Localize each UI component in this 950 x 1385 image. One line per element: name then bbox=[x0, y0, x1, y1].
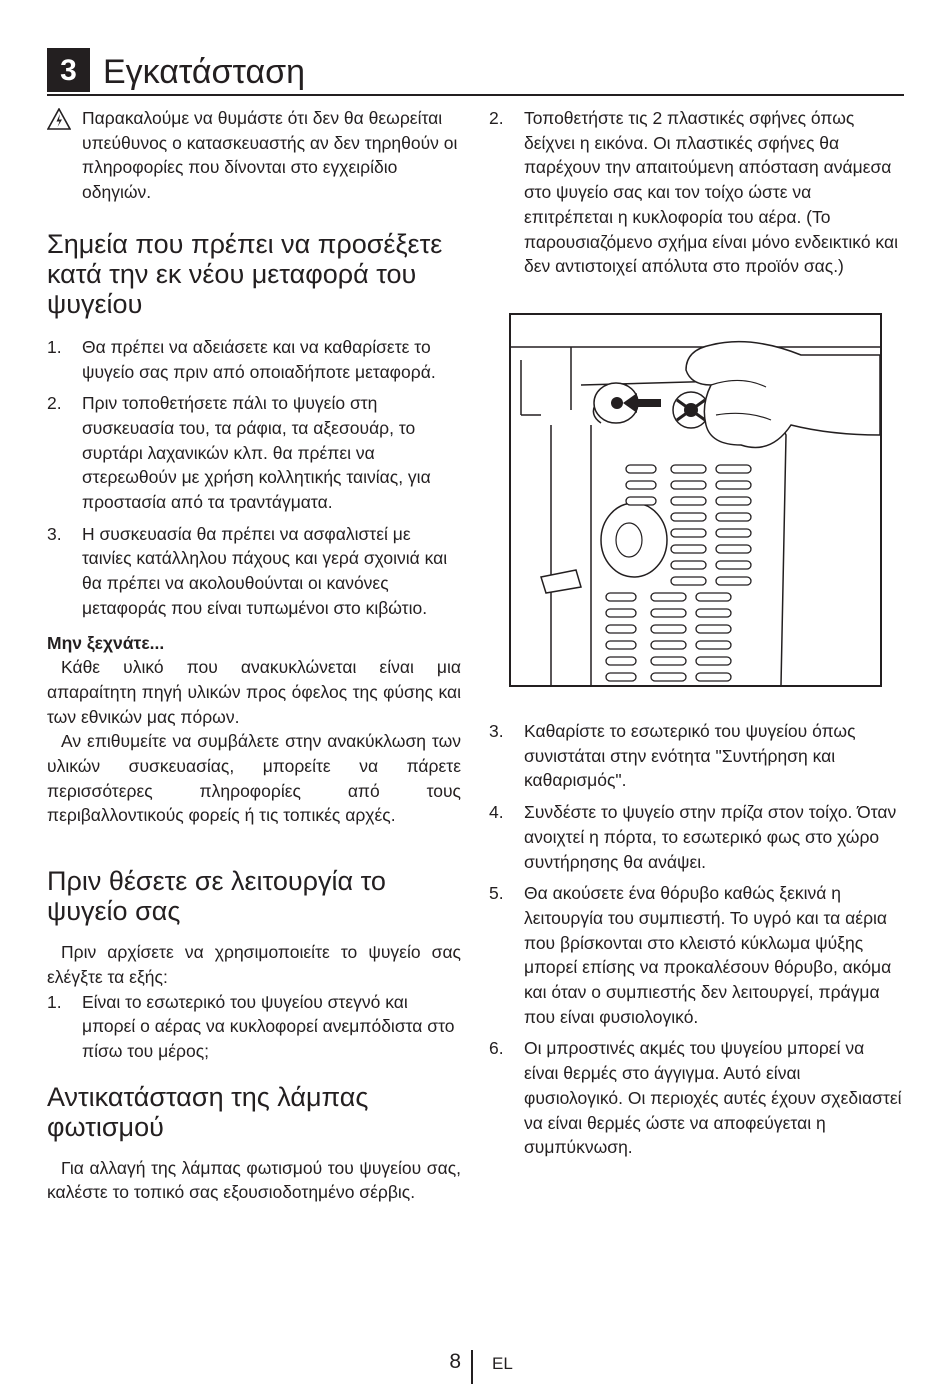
list-item: 1. Είναι το εσωτερικό του ψυγείου στεγνό και μπορεί ο αέρας να κυκλοφορεί ανεμπόδιστα στο πίσω του μέρος; bbox=[47, 991, 455, 1061]
list-item: 6. Οι μπροστινές ακμές του ψυγείου μπορεί να είναι θερμές στο άγγιγμα. Αυτό είναι φυσιολογικό. Οι περιοχές αυτές έχουν σχεδιαστεί να είναι θερμές ώστε να αποφεύγεται η συμπύκνωση. bbox=[489, 1038, 902, 1158]
footer-divider bbox=[471, 1350, 473, 1384]
chapter-number: 3 bbox=[47, 48, 90, 92]
transport-list bbox=[47, 335, 461, 621]
operation-intro: Πριν αρχίσετε να χρησιμοποιείτε το ψυγείο σας ελέγξτε τα εξής: bbox=[47, 942, 461, 987]
lamp-text: Για αλλαγή της λάμπας φωτισμού του ψυγείου σας, καλέστε το τοπικό σας εξουσιοδοτημένο σέρβις. bbox=[47, 1157, 461, 1203]
transport-heading: Σημεία που πρέπει να προσέξετε κατά την εκ νέου μεταφορά του ψυγείου bbox=[47, 228, 443, 319]
chapter-title: Εγκατάσταση bbox=[103, 53, 306, 91]
page-footer bbox=[0, 1350, 950, 1384]
reminder-title: Μην ξεχνάτε... bbox=[47, 632, 165, 653]
language-code: EL bbox=[492, 1354, 513, 1373]
lamp-heading: Αντικατάσταση της λάμπας φωτισμού bbox=[47, 1081, 369, 1142]
warning-icon bbox=[47, 108, 71, 130]
left-column bbox=[47, 106, 461, 1205]
chapter-header bbox=[47, 48, 904, 96]
page-number: 8 bbox=[449, 1350, 461, 1373]
right-column-top bbox=[489, 106, 903, 279]
wedge-illustration bbox=[509, 313, 882, 687]
list-item: 2. Τοποθετήστε τις 2 πλαστικές σφήνες όπως δείχνει η εικόνα. Οι πλαστικές σφήνες θα παρέχουν την απαιτούμενη απόσταση ανάμεσα στο ψυγείο σας και τον τοίχο ώστε να επιτρέπεται η κυκλοφορία του αέρα. (Το παρουσιαζόμενο σχήμα είναι μόνο ενδεικτικό και δεν αντιστοιχεί απόλυτα στο προϊόν σας.) bbox=[489, 108, 898, 277]
warning-note bbox=[47, 106, 461, 205]
reminder-paragraph-1: Κάθε υλικό που ανακυκλώνεται είναι μια απαραίτητη πηγή υλικών προς όφελος της φύσης και των εθνικών μας πόρων. bbox=[47, 657, 461, 727]
reminder-paragraph-2: Αν επιθυμείτε να συμβάλετε στην ανακύκλωση των υλικών συσκευασίας, μπορείτε να πάρετε περισσότερες πληροφορίες από τους περιβαλλοντικούς φορείς ή τις τοπικές αρχές. bbox=[47, 731, 461, 826]
list-item: 3. Καθαρίστε το εσωτερικό του ψυγείου όπως συνιστάται στην ενότητα "Συντήρηση και καθαρισμός". bbox=[489, 721, 856, 791]
list-item: 1. Θα πρέπει να αδειάσετε και να καθαρίσετε το ψυγείο σας πριν από οποιαδήποτε μεταφορά. bbox=[47, 336, 436, 382]
list-item: 3. Η συσκευασία θα πρέπει να ασφαλιστεί με ταινίες κατάλληλου πάχους και γερά σχοινιά και θα πρέπει να ακολουθούνται οι κανόνες μεταφοράς που είναι τυπωμένοι στο κιβώτιο. bbox=[47, 523, 448, 618]
operation-heading: Πριν θέσετε σε λειτουργία το ψυγείο σας bbox=[47, 866, 386, 927]
right-column-bottom bbox=[489, 719, 903, 1160]
list-item: 2. Πριν τοποθετήσετε πάλι το ψυγείο στη συσκευασία του, τα ράφια, τα αξεσουάρ, το συρτάρι λαχανικών κλπ. θα πρέπει να στερεωθούν με χρήση κολλητικής ταινίας, για προστασία από τα τραντάγματα. bbox=[47, 393, 431, 513]
list-item: 5. Θα ακούσετε ένα θόρυβο καθώς ξεκινά η λειτουργία του συμπιεστή. Το υγρό και τα αέρια που βρίσκονται στο κλειστό κύκλωμα ψύξης μπορεί επίσης να προκαλέσουν θόρυβο, ακόμα και όταν ο συμπιεστής δεν λειτουργεί, πράγμα που είναι φυσιολογικό. bbox=[489, 883, 892, 1027]
list-item: 4. Συνδέστε το ψυγείο στην πρίζα στον τοίχο. Όταν ανοιχτεί η πόρτα, το εσωτερικό φως στο χώρο συντήρησης θα ανάψει. bbox=[489, 802, 897, 872]
warning-text: Παρακαλούμε να θυμάστε ότι δεν θα θεωρείται υπεύθυνος ο κατασκευαστής αν δεν τηρηθούν οι πληροφορίες που δίνονται στο εγχειρίδιο οδηγιών. bbox=[82, 108, 458, 203]
